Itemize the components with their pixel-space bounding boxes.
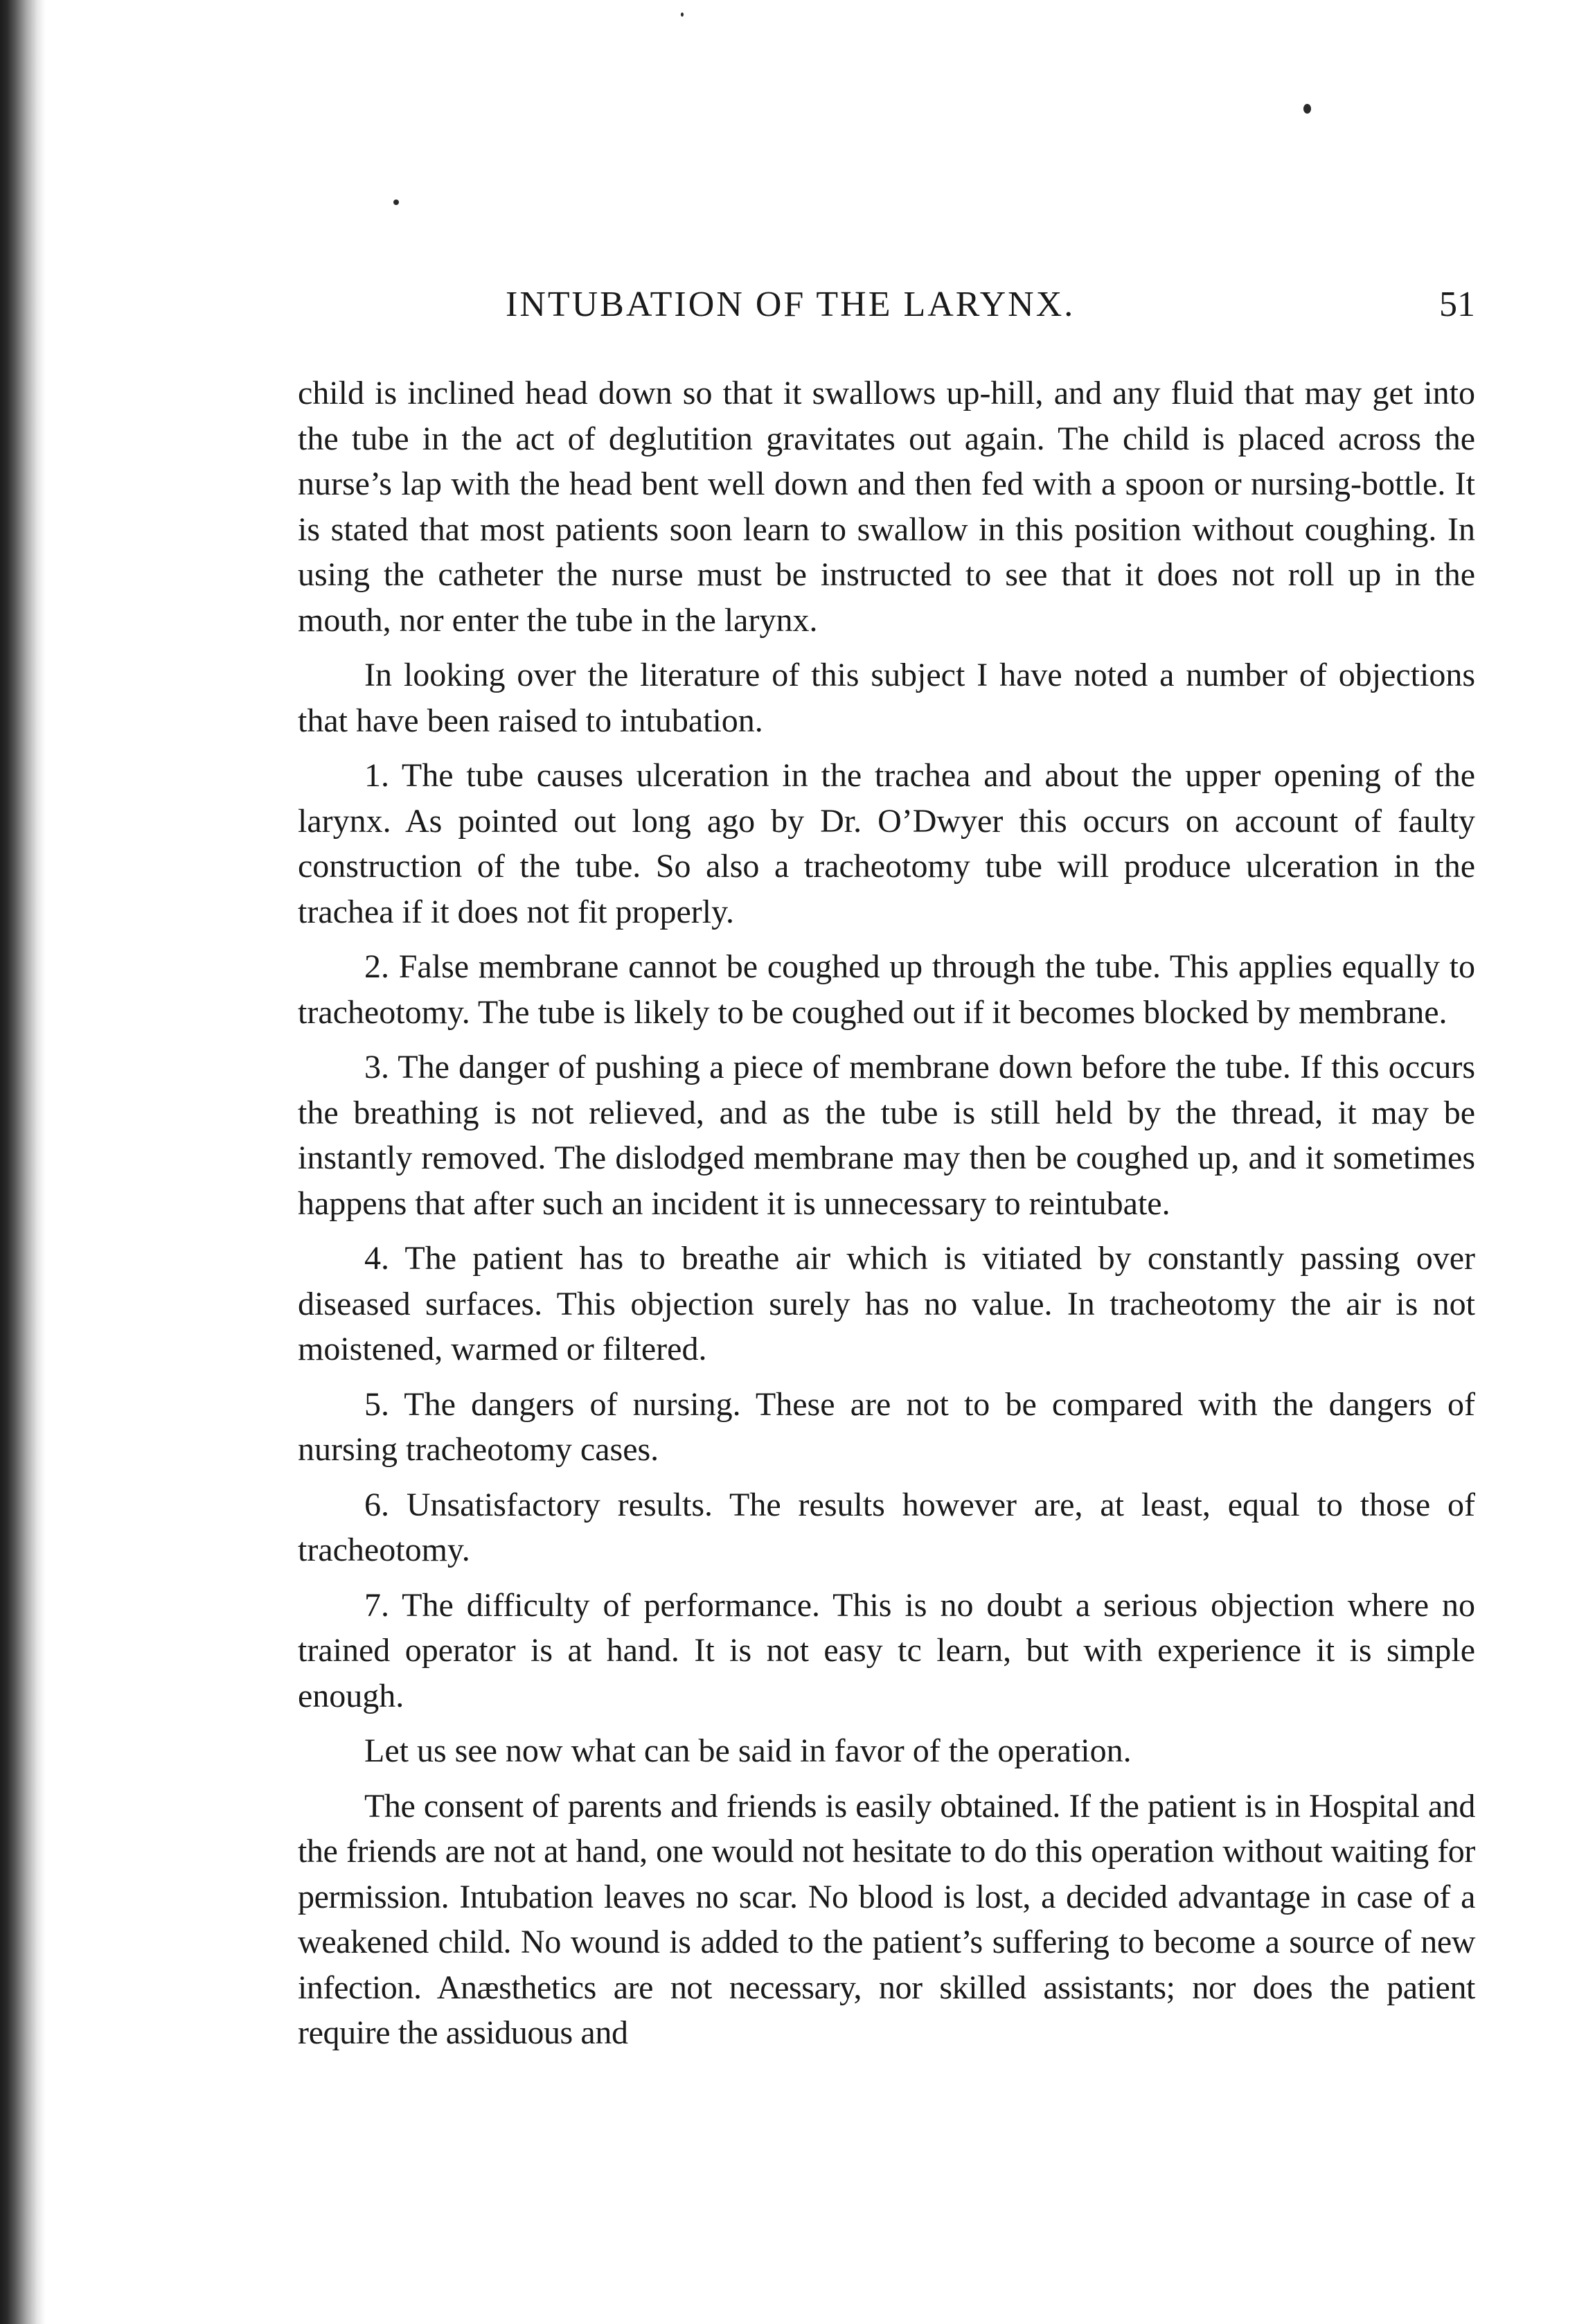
print-speck: [681, 12, 684, 17]
objection-3: 3. The danger of pushing a piece of membrane down before the tube. If this occurs the breathing is not relieved, and as the tube is still held by the thread, it may be instantly removed. The dislodged membrane may then be coughed up, and it sometimes happens that after such an incident it is unnecessary to reintubate.: [298, 1049, 1475, 1222]
print-speck: [393, 199, 399, 205]
paragraph-in-favor: Let us see now what can be said in favor of the operation.: [364, 1732, 1132, 1769]
paragraph-continuation: child is inclined head down so that it swallows up-hill, and any fluid that may get into the tube in the act of deglutition gravitates out again. The child is placed across the nurse’s lap with the head bent well down and then fed with a spoon or nursing-bottle. It is stated that most patients soon learn to swallow in this position without coughing. In using the catheter the nurse must be instructed to see that it does not roll up in the mouth, nor enter the tube in the larynx.: [298, 375, 1475, 639]
objection-1: 1. The tube causes ulceration in the trachea and about the upper opening of the larynx. As pointed out long ago by Dr. O’Dwyer this occurs on account of faulty construction of the tube. So also a tracheotomy tube will produce ulceration in the trachea if it does not fit properly.: [298, 757, 1475, 930]
page-binding-edge: [0, 0, 46, 2324]
page-header: [298, 277, 1475, 332]
running-title: INTUBATION OF THE LARYNX.: [506, 285, 1076, 324]
body-text: [298, 371, 1475, 2066]
paragraph-advantages: The consent of parents and friends is easily obtained. If the patient is in Hospital and the friends are not at hand, one would not hesitate to do this operation without waiting for permission. Intubation leaves no scar. No blood is lost, a decided advantage in case of a weakened child. No wound is added to the patient’s suffering to become a source of new infection. Anæsthetics are not necessary, nor skilled assistants; nor does the patient require the assiduous and: [298, 1787, 1475, 2051]
objection-4: 4. The patient has to breathe air which is vitiated by constantly passing over diseased surfaces. This objection surely has no value. In tracheotomy the air is not moistened, warmed or filtered.: [298, 1240, 1475, 1367]
print-speck: [1303, 104, 1311, 114]
objection-5: 5. The dangers of nursing. These are not to be compared with the dangers of nursing tracheotomy cases.: [298, 1385, 1475, 1468]
objection-7: 7. The difficulty of performance. This is no doubt a serious objection where no trained operator is at hand. It is not easy tc learn, but with experience it is simple enough.: [298, 1586, 1475, 1714]
objection-2: 2. False membrane cannot be coughed up through the tube. This applies equally to tracheotomy. The tube is likely to be coughed out if it becomes blocked by membrane.: [298, 948, 1475, 1031]
paragraph-literature: In looking over the literature of this subject I have noted a number of objections that have been raised to intubation.: [298, 657, 1475, 739]
objection-6: 6. Unsatisfactory results. The results however are, at least, equal to those of tracheotomy.: [298, 1486, 1475, 1568]
page-number: 51: [1439, 285, 1475, 324]
